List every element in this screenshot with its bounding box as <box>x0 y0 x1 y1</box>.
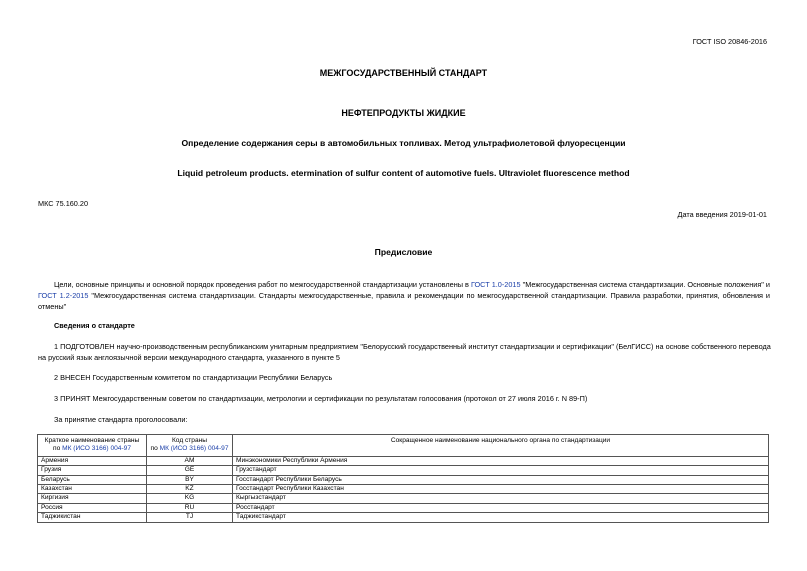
code-cell: KZ <box>147 485 233 494</box>
body-cell: Госстандарт Республики Беларусь <box>233 475 769 484</box>
introduction-date: Дата введения 2019-01-01 <box>677 210 767 219</box>
country-cell: Россия <box>38 503 147 512</box>
header-code-line-2 <box>150 445 229 453</box>
gost-1-0-link[interactable]: ГОСТ 1.0-2015 <box>470 280 521 289</box>
table-row <box>38 456 769 465</box>
foreword-text-b: "Межгосударственная система стандартизации. Основные положения" и <box>520 280 770 289</box>
body-cell: Госстандарт Республики Казахстан <box>233 485 769 494</box>
gost-1-2-link[interactable]: ГОСТ 1.2-2015 <box>38 291 89 300</box>
table-row <box>38 475 769 484</box>
code-cell: TJ <box>147 513 233 522</box>
foreword-paragraph <box>38 279 770 312</box>
code-cell: AM <box>147 456 233 465</box>
title-english: Liquid petroleum products. etermination of sulfur content of automotive fuels. Ultraviolet fluorescence method <box>177 168 630 178</box>
foreword-text-a: Цели, основные принципы и основной порядок проведения работ по межгосударственной стандартизации установлены в <box>54 280 471 289</box>
header-country-line-1: Краткое наименование страны <box>44 437 140 444</box>
body-cell: Минэкономики Республики Армения <box>233 456 769 465</box>
info-title: Сведения о стандарте <box>54 321 135 330</box>
body-cell: Грузстандарт <box>233 466 769 475</box>
header-body: Сокращенное наименование национального органа по стандартизации <box>233 435 769 457</box>
body-cell: Росстандарт <box>233 503 769 512</box>
table-row <box>38 485 769 494</box>
item-2: 2 ВНЕСЕН Государственным комитетом по стандартизации Республики Беларусь <box>54 373 333 382</box>
code-cell: RU <box>147 503 233 512</box>
item-1-line-2: на русский язык англоязычной версии международного стандарта, указанного в пункте 5 <box>38 353 340 362</box>
header-country-prefix: по <box>53 445 63 453</box>
mks-code: МКС 75.160.20 <box>38 199 89 208</box>
mk-iso-3166-link[interactable]: МК (ИСО 3166) 004-97 <box>62 445 131 453</box>
header-code-prefix: по <box>150 445 160 453</box>
item-3: 3 ПРИНЯТ Межгосударственным советом по стандартизации, метрологии и сертификации по результатам голосования (протокол от 27 июля 2016 г. N 89-П) <box>54 394 588 403</box>
table-header-row <box>38 435 769 457</box>
code-cell: GE <box>147 466 233 475</box>
voting-table <box>37 434 769 523</box>
document-code: ГОСТ ISO 20846-2016 <box>692 37 767 46</box>
standard-heading: МЕЖГОСУДАРСТВЕННЫЙ СТАНДАРТ <box>319 68 488 78</box>
table-row <box>38 466 769 475</box>
header-country-line-2 <box>41 445 143 453</box>
body-cell: Таджикстандарт <box>233 513 769 522</box>
country-cell: Беларусь <box>38 475 147 484</box>
body-cell: Кыргызстандарт <box>233 494 769 503</box>
title-upper: НЕФТЕПРОДУКТЫ ЖИДКИЕ <box>341 108 466 118</box>
foreword-text-c: "Межгосударственная система стандартизации. Стандарты межгосударственные, правила и рекомендации по межгосударственной стандартизации. Правила разработки, принятия, обновления и отмены" <box>38 291 770 311</box>
country-cell: Армения <box>38 456 147 465</box>
country-cell: Киргизия <box>38 494 147 503</box>
foreword-title: Предисловие <box>374 247 433 257</box>
country-cell: Казахстан <box>38 485 147 494</box>
title-russian: Определение содержания серы в автомобильных топливах. Метод ультрафиолетовой флуоресценции <box>181 138 626 148</box>
table-row <box>38 513 769 522</box>
table-row <box>38 503 769 512</box>
country-cell: Таджикистан <box>38 513 147 522</box>
table-row <box>38 494 769 503</box>
header-code <box>147 435 233 457</box>
country-cell: Грузия <box>38 466 147 475</box>
header-code-line-1: Код страны <box>171 437 208 444</box>
code-cell: KG <box>147 494 233 503</box>
vote-intro: За принятие стандарта проголосовали: <box>54 415 188 424</box>
mk-iso-3166-link[interactable]: МК (ИСО 3166) 004-97 <box>159 445 229 453</box>
header-country <box>38 435 147 457</box>
code-cell: BY <box>147 475 233 484</box>
item-1-line-1: 1 ПОДГОТОВЛЕН научно-производственным республиканским унитарным предприятием "Белорусский государственный институт стандартизации и сертификации" (БелГИСС) на основе собственного перевода <box>54 342 771 351</box>
